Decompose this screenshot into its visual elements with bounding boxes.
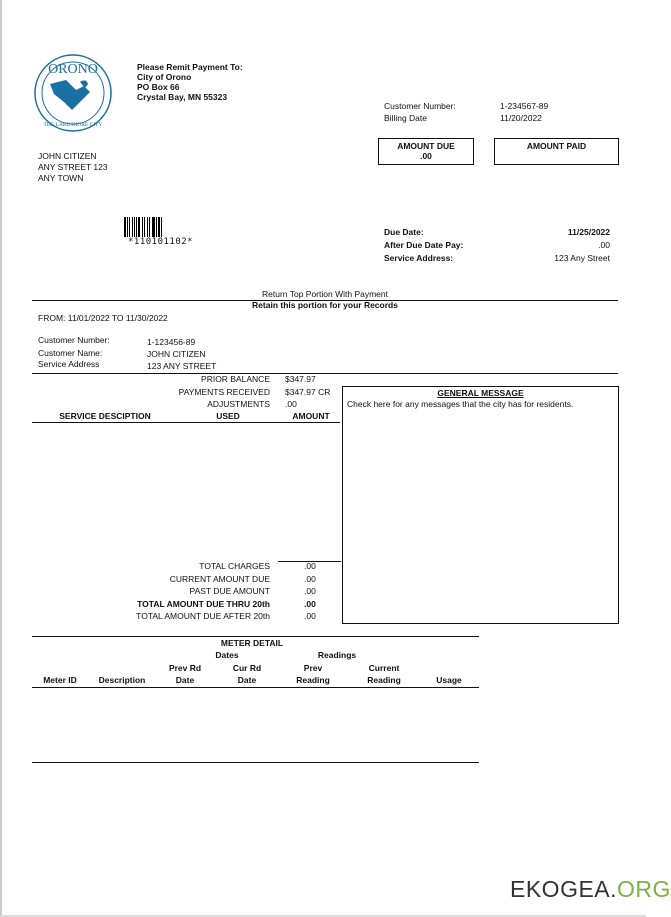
- retain-instruction: Retain this portion for your Records: [252, 300, 398, 310]
- barcode-bar: [124, 217, 126, 237]
- total-value: .00: [304, 586, 316, 597]
- barcode-text: *110101102*: [128, 237, 194, 247]
- barcode-bar: [144, 217, 145, 237]
- meter-bottom-line: [32, 762, 479, 763]
- mailing-name: JOHN CITIZEN: [38, 151, 97, 161]
- total-label: PAST DUE AMOUNT: [189, 586, 270, 597]
- meter-header-line: [32, 687, 479, 688]
- header-line: [32, 422, 340, 423]
- total-value: .00: [304, 598, 316, 609]
- barcode-bar: [127, 217, 128, 237]
- service-address-label: Service Address: [38, 359, 100, 369]
- meter-col-header: Reading: [367, 675, 401, 685]
- meter-col-header: Reading: [296, 675, 330, 685]
- meter-col-header: Usage: [436, 675, 462, 685]
- mailing-street: ANY STREET 123: [38, 162, 108, 172]
- barcode-bar: [142, 217, 143, 237]
- barcode-bar: [134, 217, 135, 237]
- meter-col-header-top: Prev: [303, 663, 323, 673]
- svg-text:THE LAKESHORE CITY: THE LAKESHORE CITY: [43, 122, 103, 128]
- customer-number-label: Customer Number:: [38, 335, 110, 345]
- total-label: CURRENT AMOUNT DUE: [169, 573, 270, 584]
- service-description-header: SERVICE DESCIPTION: [59, 411, 151, 421]
- barcode-bar: [161, 217, 162, 237]
- remit-name: City of Orono: [137, 72, 192, 82]
- svg-text:ORONO: ORONO: [48, 62, 98, 77]
- watermark: [510, 876, 671, 902]
- barcode-bar: [132, 217, 133, 237]
- meter-readings-header: Readings: [317, 650, 357, 660]
- meter-dates-header: Dates: [215, 650, 239, 660]
- meter-col-header-top: Prev Rd: [168, 663, 202, 673]
- after-due-value: .00: [598, 240, 610, 250]
- barcode-bar: [129, 217, 131, 237]
- balance-label: ADJUSTMENTS: [207, 399, 270, 409]
- used-header: USED: [216, 411, 240, 421]
- meter-detail-title: METER DETAIL: [220, 638, 284, 648]
- meter-col-header: Date: [175, 675, 195, 685]
- barcode-bar: [156, 217, 157, 237]
- balance-value: .00: [285, 399, 297, 409]
- barcode-bar: [153, 217, 155, 237]
- total-value: .00: [304, 561, 316, 571]
- due-date: 11/25/2022: [567, 227, 610, 237]
- after-due-label: After Due Date Pay:: [384, 240, 464, 250]
- general-message-body: Check here for any messages that the city has for residents.: [347, 399, 574, 409]
- meter-col-header: Description: [98, 675, 146, 685]
- total-label: TOTAL AMOUNT DUE AFTER 20th: [136, 611, 270, 622]
- customer-name-label: Customer Name:: [38, 348, 103, 358]
- balance-label: PRIOR BALANCE: [201, 374, 270, 384]
- return-instruction: Return Top Portion With Payment: [262, 289, 388, 299]
- billing-period: FROM: 11/01/2022 TO 11/30/2022: [38, 313, 168, 323]
- total-value: .00: [304, 611, 316, 622]
- service-address: 123 Any Street: [554, 253, 610, 263]
- barcode-bar: [158, 217, 160, 237]
- barcode-bar: [147, 217, 148, 237]
- billing-date: 11/20/2022: [500, 113, 542, 123]
- amount-header: AMOUNT: [292, 411, 330, 421]
- amount-due-label: AMOUNT DUE: [397, 141, 455, 151]
- billing-date-label: Billing Date: [384, 113, 427, 123]
- amount-due-value: .00: [420, 151, 432, 161]
- customer-name-value: JOHN CITIZEN: [147, 349, 206, 359]
- barcode-bar: [149, 217, 151, 237]
- barcode-bar: [136, 217, 137, 237]
- meter-col-header-top: Current: [368, 663, 400, 673]
- customer-number: 1-234567-89: [500, 101, 549, 111]
- balance-value: $347.97: [285, 374, 316, 384]
- general-message-box: [342, 386, 619, 624]
- remit-po: PO Box 66: [137, 82, 180, 92]
- remit-city: Crystal Bay, MN 55323: [137, 92, 228, 102]
- total-label: TOTAL AMOUNT DUE THRU 20th: [137, 598, 270, 609]
- total-label: TOTAL CHARGES: [199, 561, 270, 571]
- watermark-part1: EKOGEA.: [510, 876, 618, 902]
- service-address-value: 123 ANY STREET: [147, 361, 217, 371]
- mailing-town: ANY TOWN: [38, 173, 84, 183]
- watermark-part2: ORG: [617, 876, 671, 902]
- balance-value: $347.97 CR: [285, 386, 331, 397]
- due-date-label: Due Date:: [384, 227, 424, 237]
- amount-paid-box: [494, 138, 619, 165]
- balance-label: PAYMENTS RECEIVED: [178, 386, 270, 397]
- service-address-label: Service Address:: [384, 253, 454, 263]
- barcode: [124, 217, 173, 237]
- customer-number-value: 1-123456-89: [147, 337, 196, 347]
- section-line: [32, 373, 618, 374]
- meter-col-header: Meter ID: [43, 675, 77, 685]
- meter-col-header-top: Cur Rd: [232, 663, 262, 673]
- meter-top-line: [32, 636, 479, 637]
- amount-paid-label: AMOUNT PAID: [526, 141, 587, 151]
- meter-col-header: Date: [237, 675, 257, 685]
- total-value: .00: [304, 573, 316, 584]
- barcode-bar: [152, 217, 153, 237]
- remit-heading: Please Remit Payment To:: [137, 62, 243, 72]
- city-logo: [32, 52, 114, 134]
- general-message-title: GENERAL MESSAGE: [437, 388, 524, 398]
- customer-number-label: Customer Number:: [384, 101, 456, 111]
- barcode-bar: [138, 217, 140, 237]
- amount-due-box: [378, 138, 474, 165]
